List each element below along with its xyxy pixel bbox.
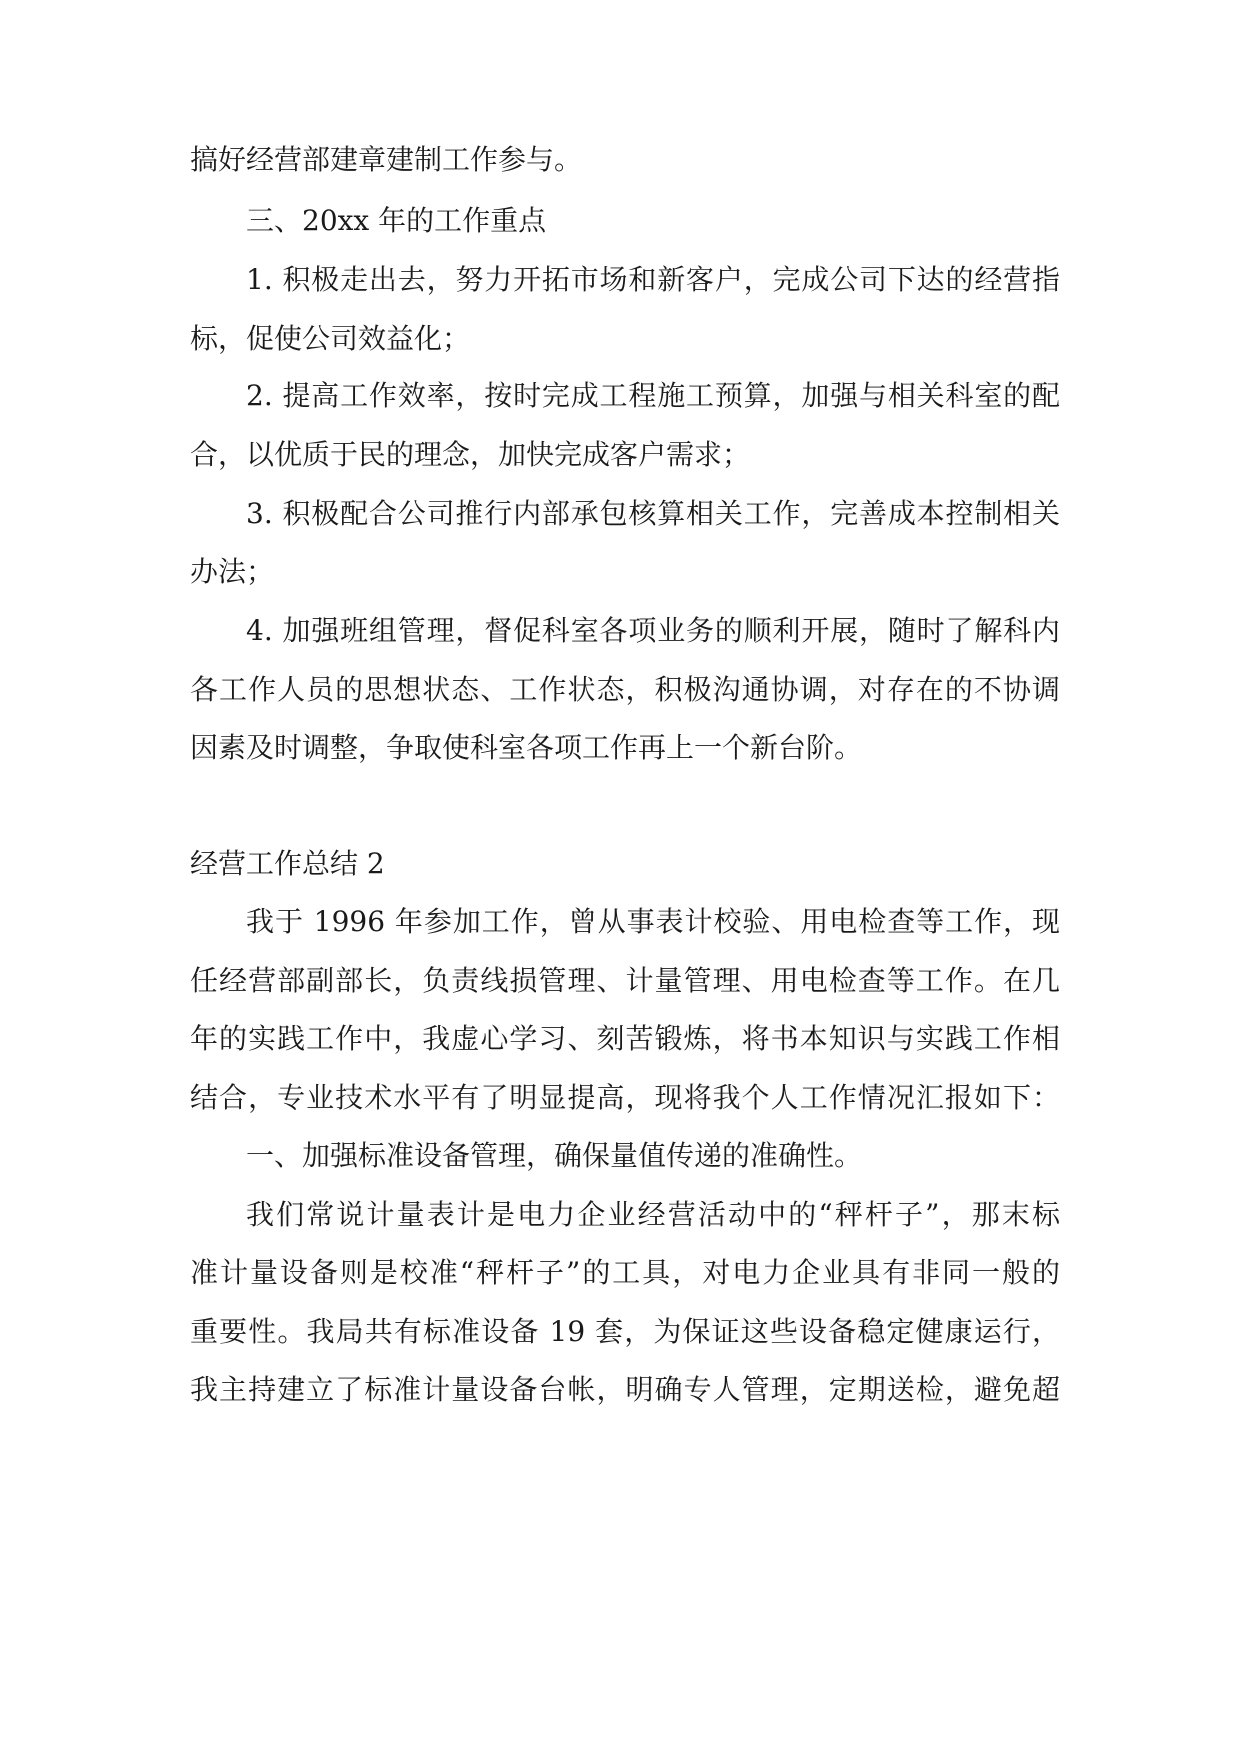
text-line: 我们常说计量表计是电力企业经营活动中的“秤杆子”，那末标 [246, 1198, 1060, 1231]
text-line: 因素及时调整，争取使科室各项工作再上一个新台阶。 [190, 731, 863, 764]
text-line: 2. 提高工作效率，按时完成工程施工预算，加强与相关科室的配 [246, 379, 1060, 412]
text-line: 4. 加强班组管理，督促科室各项业务的顺利开展，随时了解科内 [246, 614, 1060, 647]
section-heading: 三、20xx 年的工作重点 [246, 204, 547, 237]
text-line: 任经营部副部长，负责线损管理、计量管理、用电检查等工作。在几 [190, 964, 1060, 997]
text-line: 我于 1996 年参加工作，曾从事表计校验、用电检查等工作，现 [246, 905, 1060, 938]
text-line: 合，以优质于民的理念，加快完成客户需求； [190, 438, 751, 471]
text-line: 我主持建立了标准计量设备台帐，明确专人管理，定期送检，避免超 [190, 1373, 1060, 1406]
text-line: 各工作人员的思想状态、工作状态，积极沟通协调，对存在的不协调 [190, 673, 1060, 706]
text-line: 办法； [190, 555, 275, 588]
text-line: 年的实践工作中，我虚心学习、刻苦锻炼，将书本知识与实践工作相 [190, 1022, 1060, 1055]
text-line: 1. 积极走出去，努力开拓市场和新客户，完成公司下达的经营指 [246, 263, 1060, 296]
text-line: 标，促使公司效益化； [190, 322, 471, 355]
text-line: 搞好经营部建章建制工作参与。 [190, 143, 583, 176]
text-line: 结合，专业技术水平有了明显提高，现将我个人工作情况汇报如下： [190, 1081, 1060, 1114]
section-title: 经营工作总结 2 [190, 847, 385, 880]
section-heading: 一、加强标准设备管理，确保量值传递的准确性。 [246, 1139, 863, 1172]
text-line: 3. 积极配合公司推行内部承包核算相关工作，完善成本控制相关 [246, 497, 1060, 530]
text-line: 准计量设备则是校准“秤杆子”的工具，对电力企业具有非同一般的 [190, 1256, 1060, 1289]
text-line: 重要性。我局共有标准设备 19 套，为保证这些设备稳定健康运行， [190, 1315, 1060, 1348]
